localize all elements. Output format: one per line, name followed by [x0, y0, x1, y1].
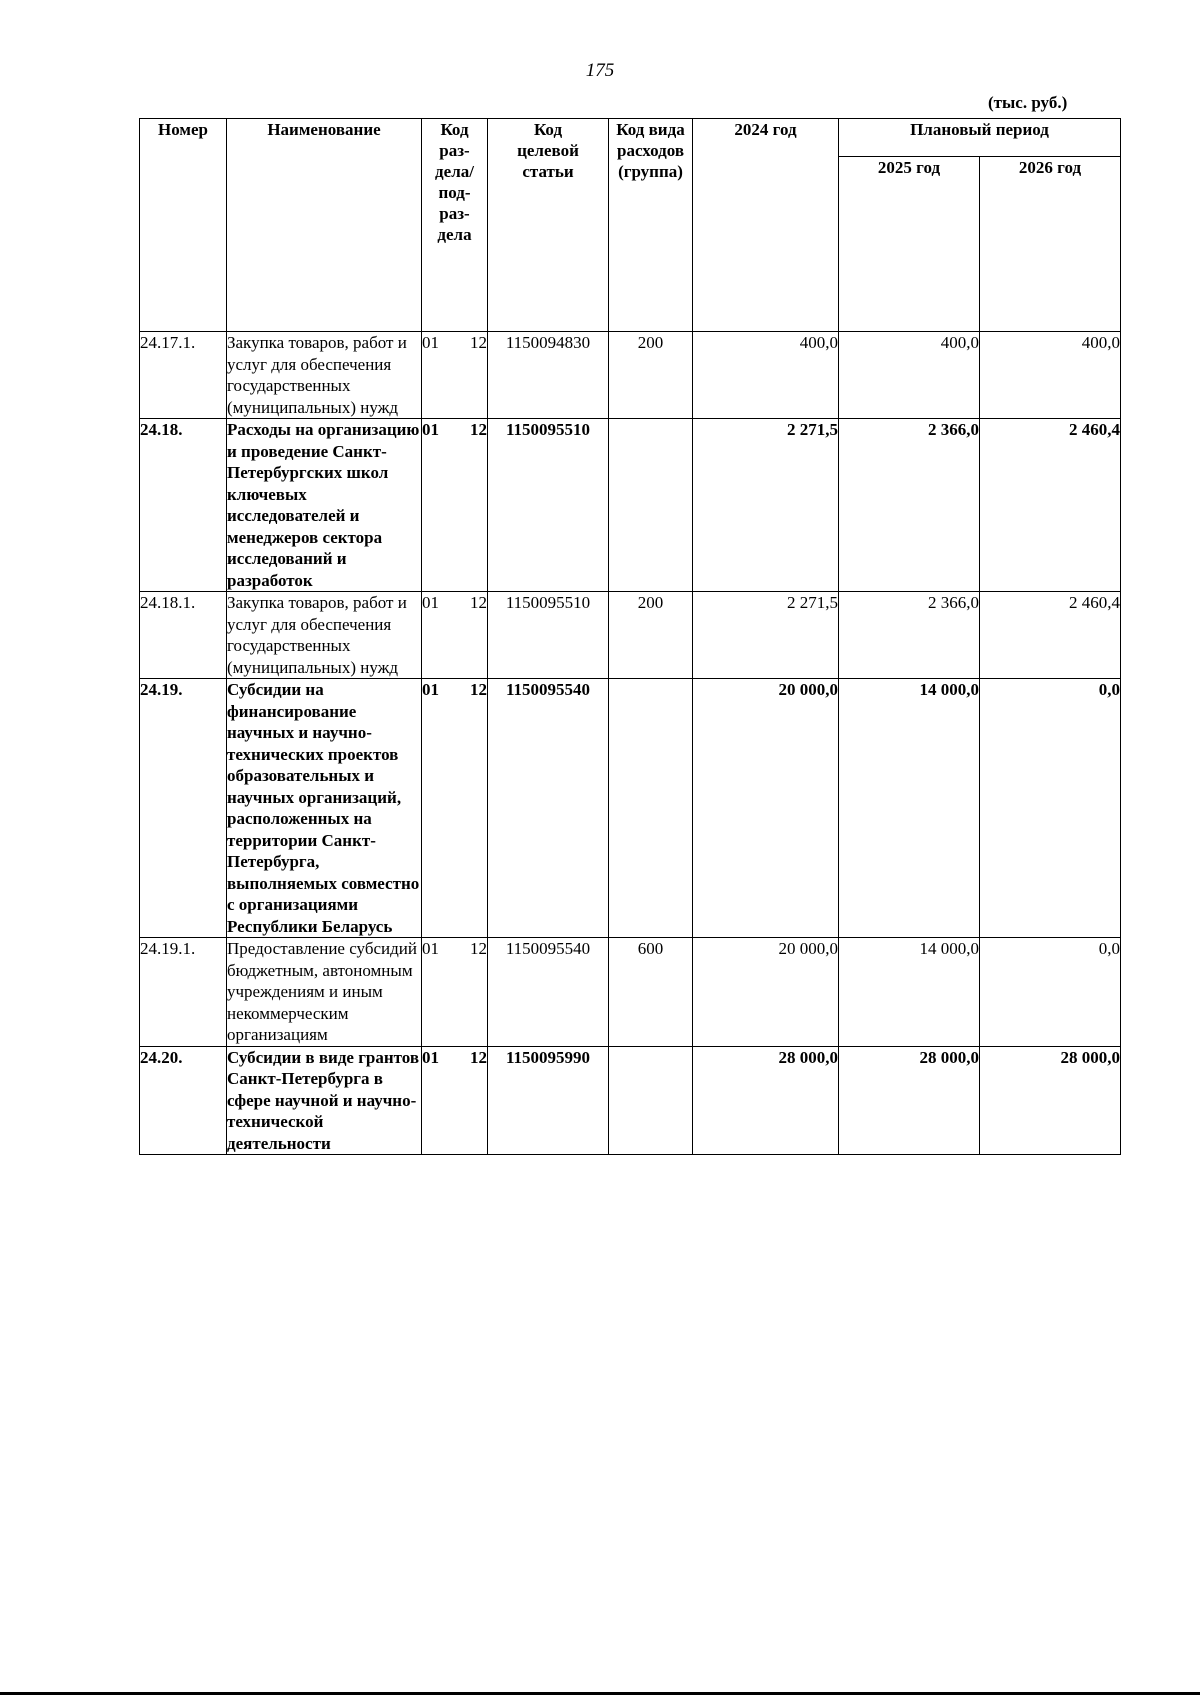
row-amount-2025: 28 000,0 — [839, 1046, 980, 1155]
row-section-code — [422, 938, 488, 1047]
row-amount-2025: 400,0 — [839, 332, 980, 419]
table-row — [140, 938, 1121, 1047]
row-name: Субсидии на финансирование научных и научно-технических проектов образовательных и научных организаций, расположенных на территории Санкт-Петербурга, выполняемых совместно с организациями Республики Беларусь — [227, 679, 422, 938]
page-number: 175 — [585, 60, 615, 81]
row-expense-type: 200 — [609, 592, 693, 679]
units-label: (тыс. руб.) — [988, 93, 1068, 112]
section-code: 01 — [422, 680, 439, 699]
header-year-2024: 2024 год — [693, 119, 839, 332]
table-row — [140, 679, 1121, 938]
table-row — [140, 592, 1121, 679]
header-expense-type: Код вида расходов (группа) — [609, 119, 693, 332]
subsection-code: 12 — [470, 333, 487, 352]
row-amount-2026: 0,0 — [980, 938, 1121, 1047]
section-code: 01 — [422, 939, 439, 958]
row-name: Субсидии в виде грантов Санкт-Петербурга в сфере научной и научно-технической деятельности — [227, 1046, 422, 1155]
row-number: 24.17.1. — [140, 332, 227, 419]
row-section-code — [422, 419, 488, 592]
subsection-code: 12 — [470, 593, 487, 612]
row-amount-2024: 20 000,0 — [693, 679, 839, 938]
row-target-code: 1150095990 — [488, 1046, 609, 1155]
row-name: Предоставление субсидий бюджетным, автономным учреждениям и иным некоммерческим организациям — [227, 938, 422, 1047]
subsection-code: 12 — [470, 680, 487, 699]
row-amount-2026: 400,0 — [980, 332, 1121, 419]
row-number: 24.18. — [140, 419, 227, 592]
header-name: Наименование — [227, 119, 422, 332]
row-target-code: 1150095540 — [488, 938, 609, 1047]
header-planned-period: Плановый период — [839, 119, 1121, 157]
row-name: Закупка товаров, работ и услуг для обеспечения государственных (муниципальных) нужд — [227, 332, 422, 419]
row-amount-2026: 28 000,0 — [980, 1046, 1121, 1155]
row-amount-2024: 20 000,0 — [693, 938, 839, 1047]
row-amount-2025: 14 000,0 — [839, 679, 980, 938]
row-number: 24.20. — [140, 1046, 227, 1155]
header-year-2025: 2025 год — [839, 157, 980, 332]
subsection-code: 12 — [470, 1047, 487, 1067]
row-amount-2026: 0,0 — [980, 679, 1121, 938]
row-target-code: 1150095510 — [488, 419, 609, 592]
subsection-code: 12 — [470, 939, 487, 958]
row-amount-2024: 2 271,5 — [693, 592, 839, 679]
row-name: Расходы на организацию и проведение Санкт-Петербургских школ ключевых исследователей и менеджеров сектора исследований и разработок — [227, 419, 422, 592]
row-expense-type: 200 — [609, 332, 693, 419]
row-target-code: 1150095510 — [488, 592, 609, 679]
row-expense-type — [609, 679, 693, 938]
row-section-code — [422, 1046, 488, 1155]
row-expense-type: 600 — [609, 938, 693, 1047]
table-row — [140, 332, 1121, 419]
row-number: 24.18.1. — [140, 592, 227, 679]
row-number: 24.19. — [140, 679, 227, 938]
section-code: 01 — [422, 1047, 439, 1067]
header-section-code: Код раз-дела/ под-раз-дела — [422, 119, 488, 332]
row-amount-2024: 28 000,0 — [693, 1046, 839, 1155]
row-amount-2025: 2 366,0 — [839, 419, 980, 592]
header-target-code: Код целевой статьи — [488, 119, 609, 332]
row-amount-2024: 400,0 — [693, 332, 839, 419]
section-code: 01 — [422, 420, 439, 439]
table-row — [140, 1046, 1121, 1155]
table-row — [140, 419, 1121, 592]
row-target-code: 1150095540 — [488, 679, 609, 938]
row-number: 24.19.1. — [140, 938, 227, 1047]
row-amount-2024: 2 271,5 — [693, 419, 839, 592]
section-code: 01 — [422, 593, 439, 612]
row-name: Закупка товаров, работ и услуг для обеспечения государственных (муниципальных) нужд — [227, 592, 422, 679]
row-section-code — [422, 592, 488, 679]
subsection-code: 12 — [470, 420, 487, 439]
row-section-code — [422, 679, 488, 938]
row-amount-2025: 2 366,0 — [839, 592, 980, 679]
row-expense-type — [609, 419, 693, 592]
row-amount-2026: 2 460,4 — [980, 592, 1121, 679]
header-year-2026: 2026 год — [980, 157, 1121, 332]
row-target-code: 1150094830 — [488, 332, 609, 419]
row-amount-2025: 14 000,0 — [839, 938, 980, 1047]
row-expense-type — [609, 1046, 693, 1155]
budget-table — [139, 118, 1121, 1155]
row-amount-2026: 2 460,4 — [980, 419, 1121, 592]
row-section-code — [422, 332, 488, 419]
header-number: Номер — [140, 119, 227, 332]
section-code: 01 — [422, 333, 439, 352]
